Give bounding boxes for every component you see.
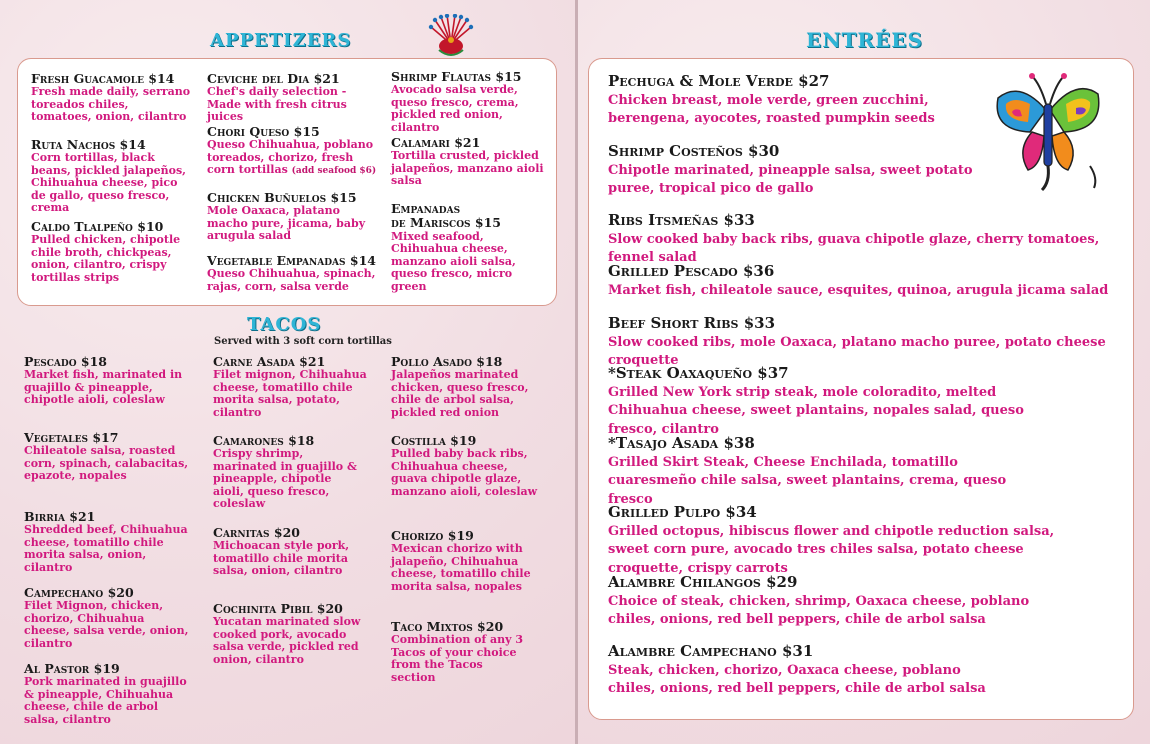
menu-spine	[575, 0, 578, 744]
item-description: Jalapeños marinated chicken, queso fresco, chile de arbol salsa, pickled red onion	[391, 368, 529, 419]
item-description: Market fish, marinated in guajillo & pineapple, chipotle aioli, coleslaw	[24, 368, 183, 407]
item-description: Chileatole salsa, roasted corn, spinach, calabacitas, epazote, nopales	[24, 444, 189, 483]
item-name: Chorizo $19	[391, 528, 474, 543]
item-name: Fresh Guacamole $14	[31, 71, 175, 86]
item-name: Pescado $18	[24, 354, 107, 369]
menu-item	[608, 434, 1018, 510]
item-name: Carne Asada $21	[213, 354, 326, 369]
menu-item	[391, 70, 551, 134]
menu-item	[31, 138, 191, 215]
menu-item	[207, 254, 382, 293]
item-name: Grilled Pulpo $34	[608, 503, 757, 521]
menu-item	[24, 662, 194, 726]
item-description: Chipotle marinated, pineapple salsa, sweet potato puree, tropical pico de gallo	[608, 162, 973, 197]
item-description: Mexican chorizo with jalapeño, Chihuahua cheese, tomatillo chile morita salsa, nopales	[391, 542, 531, 593]
item-name-line2: de Mariscos $15	[391, 215, 501, 231]
item-description: Tortilla crusted, pickled jalapeños, manzano aioli salsa	[391, 149, 544, 188]
item-name: Chicken Buñuelos $15	[207, 190, 357, 205]
item-description: Fresh made daily, serrano toreados chiles, tomatoes, onion, cilantro	[31, 85, 191, 124]
item-description: Slow cooked ribs, mole Oaxaca, platano macho puree, potato cheese croquette	[608, 334, 1106, 369]
item-name: *Steak Oaxaqueño $37	[608, 364, 789, 382]
item-description: Pork marinated in guajillo & pineapple, Chihuahua cheese, chile de arbol salsa, cilantro	[24, 675, 187, 726]
alebrije-butterfly-icon	[990, 70, 1106, 194]
item-description: Yucatan marinated slow cooked pork, avocado salsa verde, pickled red onion, cilantro	[213, 615, 361, 666]
item-description	[207, 139, 379, 177]
item-name: Alambre Chilangos $29	[608, 573, 798, 591]
item-description: Crispy shrimp, marinated in guajillo & pineapple, chipotle aioli, queso fresco, coleslaw	[213, 447, 357, 511]
item-name: Costilla $19	[391, 433, 477, 448]
item-description: Mole Oaxaca, platano macho pure, jicama, baby arugula salad	[207, 204, 366, 243]
item-name: Ceviche del Dia $21	[207, 71, 340, 86]
menu-item	[213, 434, 363, 511]
menu-item	[207, 191, 377, 243]
item-name: Campechano $20	[24, 585, 134, 600]
menu-item	[31, 72, 191, 124]
item-name: Al Pastor $19	[24, 661, 120, 676]
menu-item	[213, 355, 375, 419]
item-description: Market fish, chileatole sauce, esquites, quinoa, arugula jicama salad	[608, 282, 1109, 298]
tacos-title: TACOS	[247, 314, 322, 335]
item-description: Pulled chicken, chipotle chile broth, chickpeas, onion, cilantro, crispy tortillas strips	[31, 233, 181, 284]
item-description: Combination of any 3 Tacos of your choice from the Tacos section	[391, 633, 524, 684]
menu-item	[608, 72, 988, 129]
item-name: Camarones $18	[213, 433, 315, 448]
item-description: Choice of steak, chicken, shrimp, Oaxaca cheese, poblano chiles, onions, red bell peppers, chile de arbol salsa	[608, 593, 1030, 628]
item-description: Mixed seafood, Chihuahua cheese, manzano aioli salsa, queso fresco, micro green	[391, 229, 516, 293]
appetizers-title: APPETIZERS	[210, 30, 352, 51]
item-name: Calamari $21	[391, 135, 481, 150]
tacos-subtitle: Served with 3 soft corn tortillas	[214, 336, 392, 347]
menu-item	[608, 573, 1053, 630]
item-name: Alambre Campechano $31	[608, 642, 814, 660]
menu-item	[608, 642, 1008, 699]
item-name: *Tasajo Asada $38	[608, 434, 755, 452]
item-description: Corn tortillas, black beans, pickled jalapeños, Chihuahua cheese, pico de gallo, queso fresco, crema	[31, 151, 187, 215]
menu-item	[391, 434, 541, 498]
menu-item	[207, 125, 379, 177]
item-description: Slow cooked baby back ribs, guava chipotle glaze, cherry tomatoes, fennel salad	[608, 231, 1100, 266]
item-description: Avocado salsa verde, queso fresco, crema, pickled red onion, cilantro	[391, 83, 519, 134]
item-description: Steak, chicken, chorizo, Oaxaca cheese, poblano chiles, onions, red bell peppers, chile de arbol salsa	[608, 662, 986, 697]
item-name: Taco Mixtos $20	[391, 619, 504, 634]
item-description: Grilled New York strip steak, mole coloradito, melted Chihuahua cheese, sweet plantains, nopales salad, queso fresco, cilantro	[608, 384, 1024, 438]
menu-item	[391, 620, 526, 684]
item-name: Vegetales $17	[24, 430, 119, 445]
item-name-line1: Empanadas	[391, 201, 461, 216]
menu-item	[391, 202, 551, 293]
item-note: (add seafood $6)	[291, 166, 377, 177]
item-description-text: Queso Chihuahua, poblano toreados, chorizo, fresh corn tortillas	[207, 138, 374, 177]
menu-item	[213, 526, 375, 578]
menu-item	[213, 602, 373, 666]
item-name: Chori Queso $15	[207, 124, 320, 139]
item-description: Pulled baby back ribs, Chihuahua cheese, guava chipotle glaze, manzano aioli, coleslaw	[391, 447, 538, 498]
item-name: Carnitas $20	[213, 525, 300, 540]
item-description: Chicken breast, mole verde, green zucchini, berengena, ayocotes, roasted pumpkin seeds	[608, 92, 935, 127]
item-description: Michoacan style pork, tomatillo chile morita salsa, onion, cilantro	[213, 539, 350, 578]
menu-item	[24, 510, 189, 574]
menu-item	[391, 355, 561, 419]
item-description: Grilled Skirt Steak, Cheese Enchilada, tomatillo cuaresmeño chile salsa, sweet plantains, crema, queso fresco	[608, 454, 1007, 508]
menu-item	[608, 262, 1128, 300]
item-name: Pollo Asado $18	[391, 354, 503, 369]
peacock-icon	[425, 14, 477, 58]
item-name: Caldo Tlalpeño $10	[31, 219, 164, 234]
menu-item	[24, 355, 194, 407]
item-name: Birria $21	[24, 509, 96, 524]
menu-item	[608, 503, 1093, 579]
item-name: Cochinita Pibil $20	[213, 601, 343, 616]
menu-item	[207, 72, 377, 124]
item-name: Ribs Itsmeñas $33	[608, 211, 755, 229]
item-description: Queso Chihuahua, spinach, rajas, corn, salsa verde	[207, 267, 376, 293]
item-name: Ruta Nachos $14	[31, 137, 146, 152]
item-name: Vegetable Empanadas $14	[207, 253, 376, 268]
menu-item	[608, 142, 993, 199]
item-name: Shrimp Flautas $15	[391, 69, 522, 84]
item-description: Shredded beef, Chihuahua cheese, tomatillo chile morita salsa, onion, cilantro	[24, 523, 188, 574]
item-description: Chef's daily selection - Made with fresh citrus juices	[207, 85, 347, 124]
item-description: Grilled octopus, hibiscus flower and chipotle reduction salsa, sweet corn pure, avocado tres chiles salsa, potato cheese croquette, crispy carrots	[608, 523, 1055, 577]
item-description: Filet mignon, Chihuahua cheese, tomatillo chile morita salsa, potato, cilantro	[213, 368, 367, 419]
menu-item	[24, 431, 194, 483]
item-description: Filet Mignon, chicken, chorizo, Chihuahua cheese, salsa verde, onion, cilantro	[24, 599, 189, 650]
menu-item	[31, 220, 191, 284]
menu-item	[391, 136, 551, 188]
item-name: Grilled Pescado $36	[608, 262, 775, 280]
menu-item	[608, 364, 1048, 440]
menu-item	[391, 529, 556, 593]
item-name: Beef Short Ribs $33	[608, 314, 776, 332]
menu-item	[608, 314, 1128, 371]
entrees-title: ENTRÉES	[806, 28, 923, 52]
item-name: Pechuga & Mole Verde $27	[608, 72, 830, 90]
menu-item	[24, 586, 189, 650]
menu-item	[608, 211, 1128, 268]
item-name: Shrimp Costeños $30	[608, 142, 780, 160]
